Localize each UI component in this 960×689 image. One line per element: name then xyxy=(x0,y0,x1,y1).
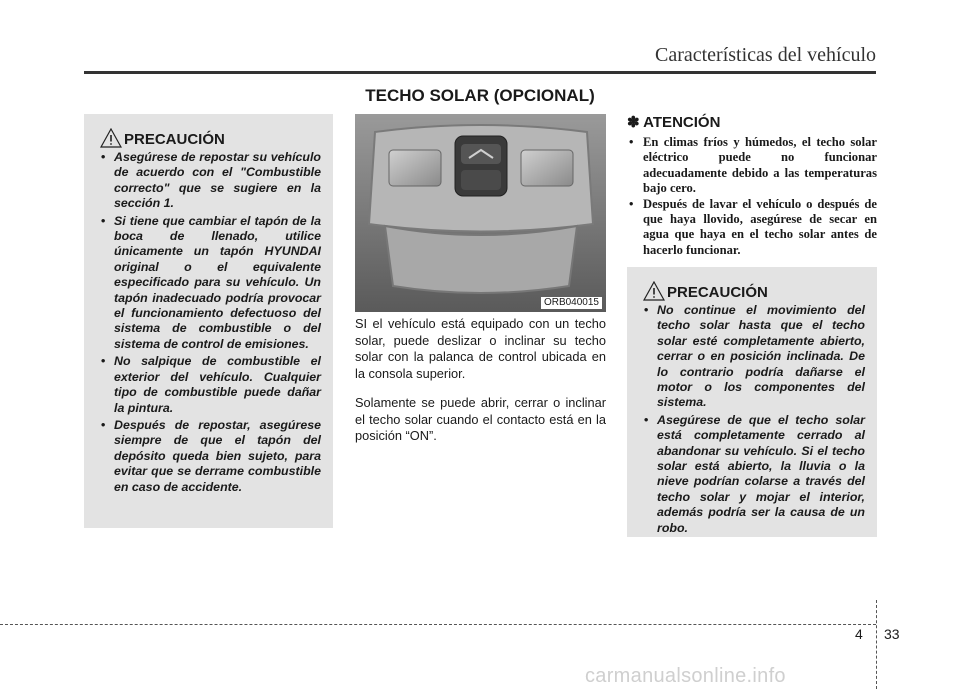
attention-item: • Después de lavar el vehículo o después de que haya llovido, asegúrese de secar en agua que haya en el techo solar antes de hacerlo funcionar. xyxy=(627,197,877,259)
caution-heading-left xyxy=(98,124,321,148)
warning-triangle-icon xyxy=(643,281,665,301)
attention-heading: ✽ ATENCIÓN xyxy=(627,114,721,131)
caution-item: • Si tiene que cambiar el tapón de la boca de llenado, utilice únicamente un tapón HYUNDAI original o el equivalente especificado para su vehículo. Un tapón inadecuado podría provocar el funcionamiento defectuoso del sistema de combustible o del sistema de control de emisiones. xyxy=(98,214,321,353)
attention-item: • En climas fríos y húmedos, el techo solar eléctrico puede no funcionar adecuadamente debido a las temperaturas bajo cero. xyxy=(627,135,877,197)
caution-heading-text: PRECAUCIÓN xyxy=(124,131,225,148)
body-paragraph-2: Solamente se puede abrir, cerrar o inclinar el techo solar cuando el contacto está en la posición “ON”. xyxy=(355,395,606,443)
photo-code-label: ORB040015 xyxy=(541,297,602,309)
section-title: TECHO SOLAR (OPCIONAL) xyxy=(365,86,595,105)
caution-panel-right xyxy=(627,267,877,537)
caution-item: • No continue el movimiento del techo solar hasta que el techo solar esté completamente abierto, cerrar o en posición inclinada. De lo contrario podría dañarse el motor o los componentes del sistema. xyxy=(641,303,865,411)
caution-heading-text: PRECAUCIÓN xyxy=(667,284,768,301)
caution-heading-right xyxy=(641,277,865,301)
attention-note xyxy=(627,113,877,258)
body-paragraph-1: SI el vehículo está equipado con un techo solar, puede deslizar o inclinar su techo solar con la palanca de control ubicada en la consola superior. xyxy=(355,316,606,381)
footer-divider xyxy=(0,624,876,625)
caution-panel-left xyxy=(84,114,333,528)
page-header-title: Características del vehículo xyxy=(654,44,876,66)
caution-item: • Asegúrese de que el techo solar está completamente cerrado al abandonar su vehículo. Si el techo solar está abierto, la lluvia o la nieve podrían colarse a través del techo solar y mojar el interior, además podría ser la causa de un robo. xyxy=(641,413,865,536)
caution-item: • Después de repostar, asegúrese siempre de que el tapón del depósito queda bien sujeto, para evitar que se derrame combustible en caso de accidente. xyxy=(98,418,321,495)
page-number: 33 xyxy=(884,626,900,642)
caution-list-right xyxy=(641,303,865,536)
chapter-number: 4 xyxy=(855,626,863,642)
footer-page-separator xyxy=(876,600,877,689)
caution-list-left xyxy=(98,150,321,495)
sunroof-console-photo xyxy=(355,114,606,312)
caution-item: • No salpique de combustible el exterior del vehículo. Cualquier tipo de combustible puede dañar la pintura. xyxy=(98,354,321,416)
warning-triangle-icon xyxy=(100,128,122,148)
attention-list xyxy=(627,135,877,258)
header-rule xyxy=(84,71,876,74)
caution-item: • Asegúrese de repostar su vehículo de acuerdo con el "Combustible correcto" que se sugiere en la sección 1. xyxy=(98,150,321,212)
watermark: carmanualsonline.info xyxy=(585,665,786,687)
